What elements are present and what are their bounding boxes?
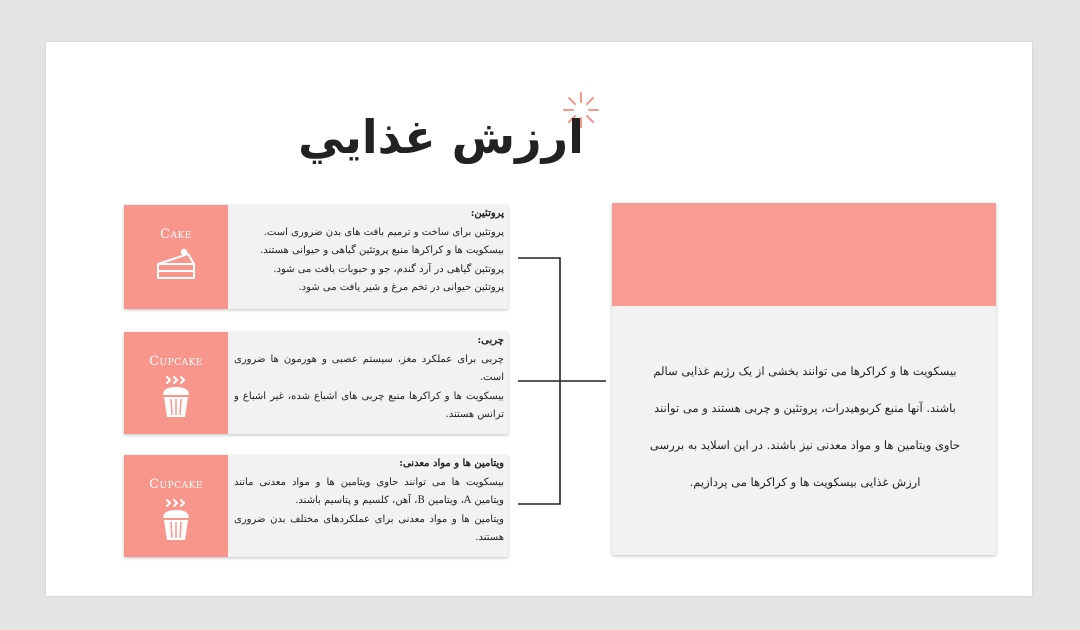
card-line: بیسکویت ها و کراکرها منبع پروتئین گیاهی و حیوانی هستند. [260,245,504,256]
card-text [234,205,504,309]
card-badge [124,332,228,434]
card-text [234,455,504,557]
card-line: پروتئین حیوانی در تخم مرغ و شیر یافت می شود. [298,282,504,293]
summary-header-band [612,203,996,306]
badge-label: Cupcake [149,477,203,492]
connector-bracket [518,252,608,512]
badge-label: Cupcake [149,354,203,369]
slide [46,42,1032,596]
card-text [234,332,504,434]
card-heading: ویتامین ها و مواد معدنی: [399,458,504,469]
fat-card [124,332,508,434]
card-line: پروتئین برای ساخت و ترمیم بافت های بدن ضروری است. [263,226,504,238]
protein-card [124,205,508,309]
card-line: چربی برای عملکرد مغز، سیستم عصبی و هورمون ها ضروری است. [234,353,504,383]
summary-text: بیسکویت ها و کراکرها می توانند بخشی از یک رژیم غذایی سالم باشند. آنها منبع کربوهیدرات، پروتئین و چربی هستند و می توانند حاوی ویتامین ها و مواد معدنی نیز باشند. در این اسلاید به بررسی ارزش غذایی بیسکویت ها و کراکرها می پردازیم. [649,364,961,489]
card-badge [124,205,228,309]
card-line: پروتئین گیاهی در آرد گندم، جو و حبوبات یافت می شود. [273,263,504,275]
cupcake-icon [158,373,194,421]
card-line: بیسکویت ها و کراکرها منبع چربی های اشباع شده، غیر اشباع و ترانس هستند. [234,390,504,420]
vitamins-card [124,455,508,557]
card-line: بیسکویت ها می توانند حاوی ویتامین ها و مواد معدنی مانند ویتامین A، ویتامین B، آهن، کلسیم و پتاسیم باشند. [234,476,504,506]
slide-title: ارزش غذايي [298,110,584,164]
cake-slice-icon [154,246,198,282]
badge-label: Cake [160,227,192,242]
cupcake-icon [158,496,194,544]
summary-panel [612,203,996,555]
card-line: ویتامین ها و مواد معدنی برای عملکردهای مختلف بدن ضروری هستند. [234,513,504,543]
card-badge [124,455,228,557]
card-heading: چربی: [477,335,504,346]
card-heading: پروتئین: [470,208,504,219]
